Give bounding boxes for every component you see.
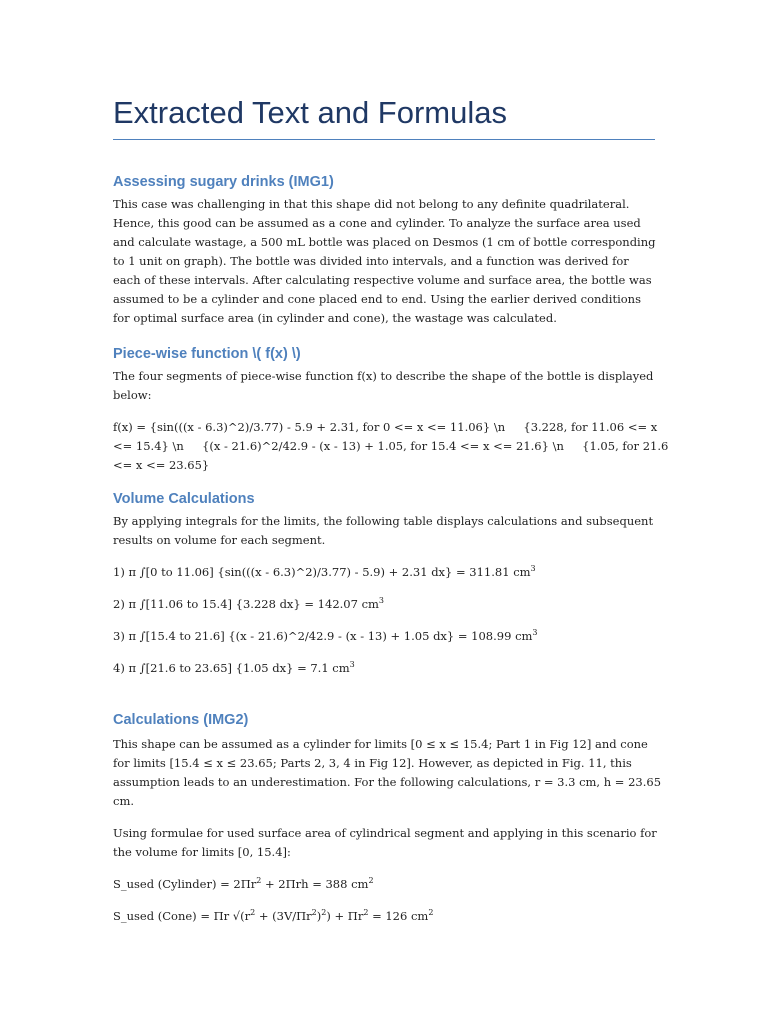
formula-line: f(x) = {sin(((x - 6.3)^2)/3.77) - 5.9 + 2.31, for 0 <= x <= 11.06} \n {3.228, for 11.06 <= x [113,420,658,434]
superscript: 3 [378,596,385,606]
superscript: 2 [368,876,374,886]
text-line: each of these intervals. After calculating respective volume and surface area, the bottle was [113,273,652,287]
volume-formula-text: 1) π ∫[0 to 11.06] {sin(((x - 6.3)^2)/3.77) - 5.9) + 2.31 dx} = 311.81 cm [113,565,531,579]
paragraph-volume-intro [113,512,655,550]
formula-part: ) [316,909,322,923]
paragraph-piecewise-intro [113,367,655,405]
text-line: cm. [113,794,135,808]
formula-part: = 126 cm [368,909,429,923]
text-line: below: [113,388,152,402]
formula-line: <= 15.4} \n {(x - 21.6)^2/42.9 - (x - 13) + 1.05, for 15.4 <= x <= 21.6} \n {1.05, for 21.6 [113,439,669,453]
text-line: assumption leads to an underestimation. For the following calculations, r = 3.3 cm, h = 23.65 [113,775,662,789]
paragraph-sugary-drinks [113,195,655,328]
formula-part: S_used (Cone) = Πr √(r [113,909,251,923]
heading-piecewise-function: Piece-wise function \( f(x) \) [113,346,301,362]
superscript: 3 [532,628,538,638]
volume-item-3 [113,627,655,646]
heading-volume-calculations: Volume Calculations [113,491,255,507]
formula-part: S_used (Cylinder) = 2Πr [113,877,257,891]
formula-line: <= x <= 23.65} [113,458,210,472]
volume-formula-text: 4) π ∫[21.6 to 23.65] {1.05 dx} = 7.1 cm [113,661,350,675]
text-line: the volume for limits [0, 15.4]: [113,845,291,859]
cone-surface-formula [113,907,655,926]
text-line: Using formulae for used surface area of cylindrical segment and applying in this scenario for [113,826,657,840]
paragraph-surface-formulae [113,824,655,862]
text-line: Hence, this good can be assumed as a cone and cylinder. To analyze the surface area used [113,216,641,230]
formula-part: + (3V/Πr [255,909,312,923]
paragraph-calculations [113,735,662,811]
text-line: This case was challenging in that this shape did not belong to any definite quadrilateral. [113,197,630,211]
text-line: By applying integrals for the limits, the following table displays calculations and subsequent [113,514,654,528]
text-line: assumed to be a cylinder and cone placed end to end. Using the earlier derived conditions [113,292,641,306]
superscript: 3 [349,660,355,670]
superscript: 2 [321,908,327,918]
text-line: for optimal surface area (in cylinder and cone), the wastage was calculated. [113,311,557,325]
volume-item-1 [113,563,655,582]
superscript: 2 [363,908,369,918]
formula-part: + 2Πrh = 388 cm [261,877,369,891]
heading-calculations: Calculations (IMG2) [113,712,249,728]
text-line: The four segments of piece-wise function f(x) to describe the shape of the bottle is displayed [113,369,654,383]
heading-sugary-drinks: Assessing sugary drinks (IMG1) [113,174,334,190]
document-title: Extracted Text and Formulas [113,95,507,130]
superscript: 2 [311,908,317,918]
piecewise-formula [113,418,669,475]
formula-part: ) + Πr [326,909,364,923]
volume-formula-text: 3) π ∫[15.4 to 21.6] {(x - 21.6)^2/42.9 - (x - 13) + 1.05 dx} = 108.99 cm [113,629,533,643]
superscript: 2 [256,876,262,886]
superscript: 2 [250,908,256,918]
title-divider [113,139,655,140]
text-line: and calculate wastage, a 500 mL bottle was placed on Desmos (1 cm of bottle corresponding [113,235,656,249]
volume-item-4 [113,659,655,678]
text-line: This shape can be assumed as a cylinder for limits [0 ≤ x ≤ 15.4; Part 1 in Fig 12] and cone [113,737,648,751]
text-line: to 1 unit on graph). The bottle was divided into intervals, and a function was derived for [113,254,629,268]
volume-item-2 [113,595,655,614]
volume-formula-text: 2) π ∫[11.06 to 15.4] {3.228 dx} = 142.07 cm [113,597,379,611]
superscript: 2 [428,908,434,918]
text-line: for limits [15.4 ≤ x ≤ 23.65; Parts 2, 3, 4 in Fig 12]. However, as depicted in Fig. 11, this [113,756,632,770]
superscript: 3 [530,564,536,574]
text-line: results on volume for each segment. [113,533,326,547]
cylinder-surface-formula [113,875,655,894]
